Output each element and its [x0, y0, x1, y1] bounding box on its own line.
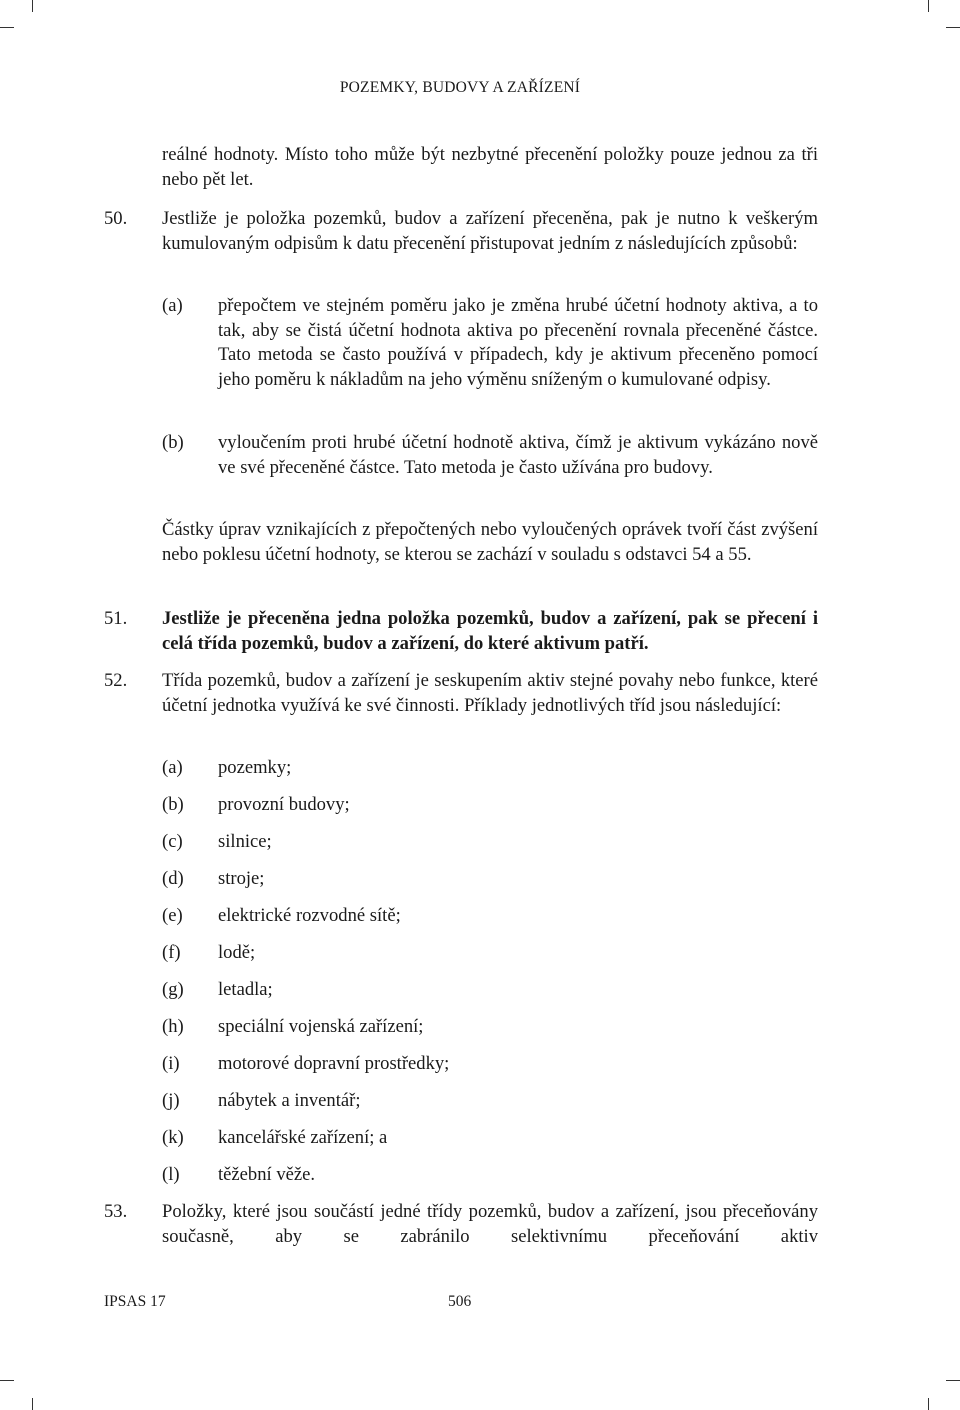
- paragraph-number-52: 52.: [104, 670, 128, 691]
- footer-document-id: IPSAS 17: [104, 1293, 166, 1310]
- paragraph-number-51: 51.: [104, 608, 128, 629]
- list-item-text: motorové dopravní prostředky;: [218, 1053, 450, 1074]
- list-item-label: (f): [162, 942, 181, 963]
- list-item-label: (c): [162, 831, 183, 852]
- list-item-label: (g): [162, 979, 184, 1000]
- paragraph-number-53: 53.: [104, 1201, 128, 1222]
- paragraph-51-text: Jestliže je přeceněna jedna položka pozemků, budov a zařízení, pak se přecení i celá třída pozemků, budov a zařízení, do které aktivum patří.: [162, 608, 818, 654]
- paragraph-number-50: 50.: [104, 208, 128, 229]
- crop-mark: [32, 1398, 33, 1410]
- list-item-label: (b): [162, 432, 184, 453]
- list-item-label: (b): [162, 794, 184, 815]
- list-item-text: speciální vojenská zařízení;: [218, 1016, 424, 1037]
- list-item-text: kancelářské zařízení; a: [218, 1127, 388, 1148]
- intro-paragraph: reálné hodnoty. Místo toho může být nezbytné přecenění položky pouze jednou za tři nebo pět let.: [162, 144, 818, 190]
- list-item-label: (j): [162, 1090, 180, 1111]
- list-item-text: provozní budovy;: [218, 794, 350, 815]
- paragraph-52-text: Třída pozemků, budov a zařízení je seskupením aktiv stejné povahy nebo funkce, které účetní jednotka využívá ke své činnosti. Příklady jednotlivých tříd jsou následující:: [162, 670, 818, 716]
- list-item-text: pozemky;: [218, 757, 292, 778]
- list-item-text: vyloučením proti hrubé účetní hodnotě aktiva, čímž je aktivum vykázáno nově ve své přeceněné částce. Tato metoda je často užívána pro budovy.: [218, 432, 818, 478]
- list-item-text: letadla;: [218, 979, 273, 1000]
- list-item-label: (l): [162, 1164, 180, 1185]
- list-item-label: (k): [162, 1127, 184, 1148]
- list-item-text: lodě;: [218, 942, 256, 963]
- crop-mark: [946, 27, 960, 28]
- paragraph-53-text: Položky, které jsou součástí jedné třídy pozemků, budov a zařízení, jsou přeceňovány současně, aby se zabránilo selektivnímu přeceňování aktiv: [162, 1201, 818, 1247]
- list-item-label: (a): [162, 757, 183, 778]
- crop-mark: [32, 0, 33, 12]
- list-item-text: elektrické rozvodné sítě;: [218, 905, 401, 926]
- list-item-text: silnice;: [218, 831, 272, 852]
- paragraph-50-text: Jestliže je položka pozemků, budov a zařízení přeceněna, pak je nutno k veškerým kumulovaným odpisům k datu přecenění přistupovat jedním z následujících způsobů:: [162, 208, 818, 254]
- running-header: POZEMKY, BUDOVY A ZAŘÍZENÍ: [339, 79, 581, 96]
- list-item-label: (h): [162, 1016, 184, 1037]
- paragraph-50-closing: Částky úprav vznikajících z přepočtených nebo vyloučených oprávek tvoří část zvýšení nebo poklesu účetní hodnoty, se kterou se zachází v souladu s odstavci 54 a 55.: [162, 519, 818, 565]
- crop-mark: [0, 27, 14, 28]
- list-item-text: stroje;: [218, 868, 265, 889]
- crop-mark: [0, 1380, 14, 1381]
- list-item-label: (e): [162, 905, 183, 926]
- list-item-label: (d): [162, 868, 184, 889]
- list-item-text: nábytek a inventář;: [218, 1090, 361, 1111]
- crop-mark: [946, 1380, 960, 1381]
- page-number: 506: [448, 1293, 472, 1310]
- crop-mark: [928, 1398, 929, 1410]
- list-item-text: těžební věže.: [218, 1164, 316, 1185]
- list-item-label: (i): [162, 1053, 180, 1074]
- crop-mark: [928, 0, 929, 12]
- list-item-label: (a): [162, 295, 183, 316]
- list-item-text: přepočtem ve stejném poměru jako je změna hrubé účetní hodnoty aktiva, a to tak, aby se čistá účetní hodnota aktiva po přecenění rovnala přeceněné částce. Tato metoda se často používá v případech, kdy je aktivum přeceněno pomocí jeho poměru k nákladům na jeho výměnu sníženým o kumulované odpisy.: [218, 295, 818, 390]
